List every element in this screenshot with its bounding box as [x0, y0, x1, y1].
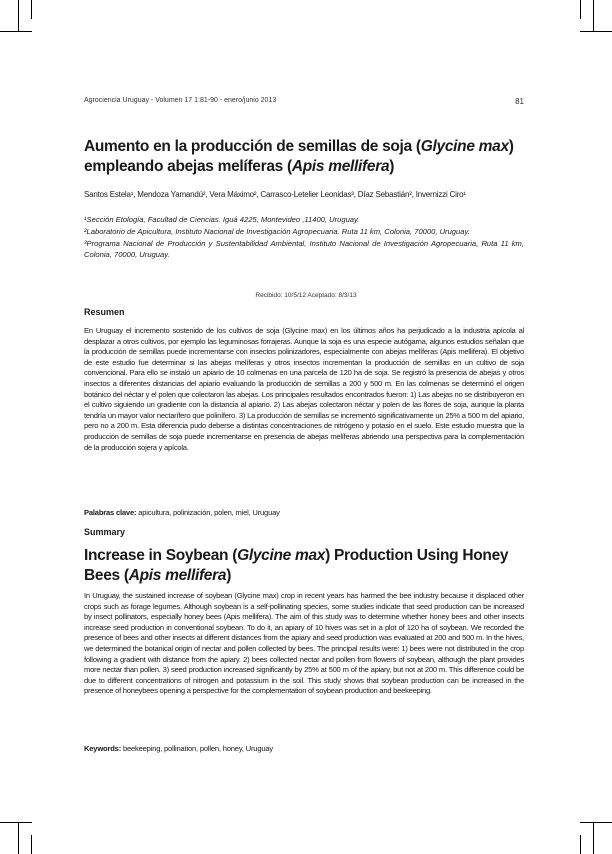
keywords-value: beekeeping, pollination, pollen, honey, Uruguay [121, 744, 273, 753]
affiliation: ²Laboratorio de Apicultura, Instituto Nacional de Investigación Agropecuaria. Ruta 11 km, Colonia, 70000, Uruguay. [84, 227, 470, 236]
crop-mark-tl-v [18, 0, 19, 32]
title-spanish [84, 137, 524, 177]
crop-mark-br-h [580, 822, 612, 823]
affiliation: ¹Sección Etología, Facultad de Ciencias. Iguá 4225, Montevideo ,11400, Uruguay. [84, 215, 360, 224]
palabras-clave-label: Palabras clave: [84, 508, 137, 517]
received-dates: Recibido: 10/5/12 Aceptado: 8/3/13 [255, 292, 357, 299]
title-en-part: ) [226, 567, 232, 584]
title-en-species: Glycine max [237, 547, 326, 564]
title-english [84, 546, 524, 586]
journal-citation: Agrociencia Uruguay - Volumen 17 1:81-90 - enero/junio 2013 [84, 97, 277, 104]
summary-heading: Summary [84, 527, 126, 537]
running-header [84, 97, 524, 104]
crop-mark-tr-h [580, 31, 612, 32]
title-en-part: Increase in Soybean ( [84, 547, 238, 564]
summary-text: In Uruguay, the sustained increase of soybean (Glycine max) crop in recent years has harmed the bee industry because it displaced other crops such as forage legumes. Although soybean is a self-pollinating species, some studies indicate that seed production can be increased by insect pollinators, especially honey bees (Apis mellifera). The aim of this study was to determine whether honey bees and other insects increase seed production in conventional soybean. To do it, an apiary of 10 hives was set in a plot of 120 ha of soybean. We recorded the presence of bees and other insects at different distances from the apiary and seed production was evaluated at 200 and 500 m. In the hives, we determined the botanical origin of nectar and pollen collected by bees. The principal results were: 1) bees were not distributed in the crop following a gradient with distance from the apiary. 2) bees collected nectar and pollen from flowers of soybean, although the plant provides more nectar than pollen. 3) seed production increased significantly by 25% at 500 m of the apiary, but not at 200 m. This difference could be due to different concentrations of nitrogen and potassium in the soil. This study shows that soybean production can be increased in the presence of honeybees opening a perspective for the complementation of soybean production and beekeeping. [84, 591, 524, 696]
title-es-part: ) [389, 158, 395, 175]
crop-mark-br-v2 [580, 835, 581, 854]
keywords [84, 744, 524, 753]
crop-mark-bl-v2 [31, 835, 32, 854]
affiliation: ³Programa Nacional de Producción y Sustentabilidad Ambiental, Instituto Nacional de Investigación Agropecuaria, Ruta 11 km, Colonia, 70000, Uruguay. [84, 239, 524, 259]
crop-mark-tr-v [593, 0, 594, 32]
crop-mark-br-v [593, 822, 594, 854]
title-en-part: ) Production Using Honey Bees ( [84, 547, 509, 584]
page-number: 81 [515, 97, 524, 106]
palabras-clave [84, 508, 524, 517]
crop-mark-bl-v [18, 822, 19, 854]
author-list: Santos Estela¹, Mendoza Yamandú², Vera Máximo², Carrasco-Letelier Leonidas³, Díaz Sebastián², Invernizzi Ciro¹ [84, 190, 466, 199]
palabras-clave-value: apicultura, polinización, polen, miel, Uruguay [136, 508, 280, 517]
title-es-part: Aumento en la producción de semillas de soja ( [84, 138, 421, 155]
title-es-part: ) empleando abejas melíferas ( [84, 138, 514, 175]
resumen-heading: Resumen [84, 307, 125, 317]
resumen-text: En Uruguay el incremento sostenido de los cultivos de soja (Glycine max) en los últimos años ha perjudicado a la industria apícola al desplazar a otros cultivos, por ejemplo las leguminosas forrajeras. Aunque la soja es una especie autógama, algunos estudios señalan que la producción de semillas puede incrementarse con insectos polinizadores, especialmente con abejas melíferas (Apis mellifera). El objetivo de este estudio fue determinar si las abejas melíferas y otros insectos incrementan la producción de semillas en un cultivo de soja convencional. Para ello se instaló un apiario de 10 colmenas en una parcela de 120 ha de soja. Se registró la presencia de abejas y otros insectos a diferentes distancias del apiario evaluando la producción de semillas a 200 y 500 m. En las colmenas se determinó el origen botánico del néctar y el polen que colectaron las abejas. Los principales resultados encontrados fueron: 1) Las abejas no se distribuyeron en el cultivo siguiendo un gradiente con la distancia al apiario. 2) Las abejas colectaron néctar y polen de las flores de soja, aunque la planta tendría un mayor valor nectarífero que polinífero. 3) La producción de semillas se incrementó significativamente un 25% a 500 m del apiario, pero no a 200 m. Esta diferencia pudo deberse a distintas concentraciones de nitrógeno y potasio en el suelo. Este estudio muestra que la producción de semillas de soja puede incrementarse en presencia de abejas melíferas abriendo una perspectiva para la complementación de la producción sojera y apícola. [84, 326, 524, 452]
crop-mark-bl-h [0, 822, 32, 823]
title-es-species: Glycine max [420, 138, 509, 155]
keywords-label: Keywords: [84, 744, 122, 753]
crop-mark-tr-v2 [580, 0, 581, 19]
affiliations [84, 214, 524, 261]
title-en-species: Apis mellifera [128, 567, 227, 584]
crop-mark-tl-h [0, 31, 32, 32]
title-es-species: Apis mellifera [291, 158, 390, 175]
crop-mark-tl-v2 [31, 0, 32, 19]
